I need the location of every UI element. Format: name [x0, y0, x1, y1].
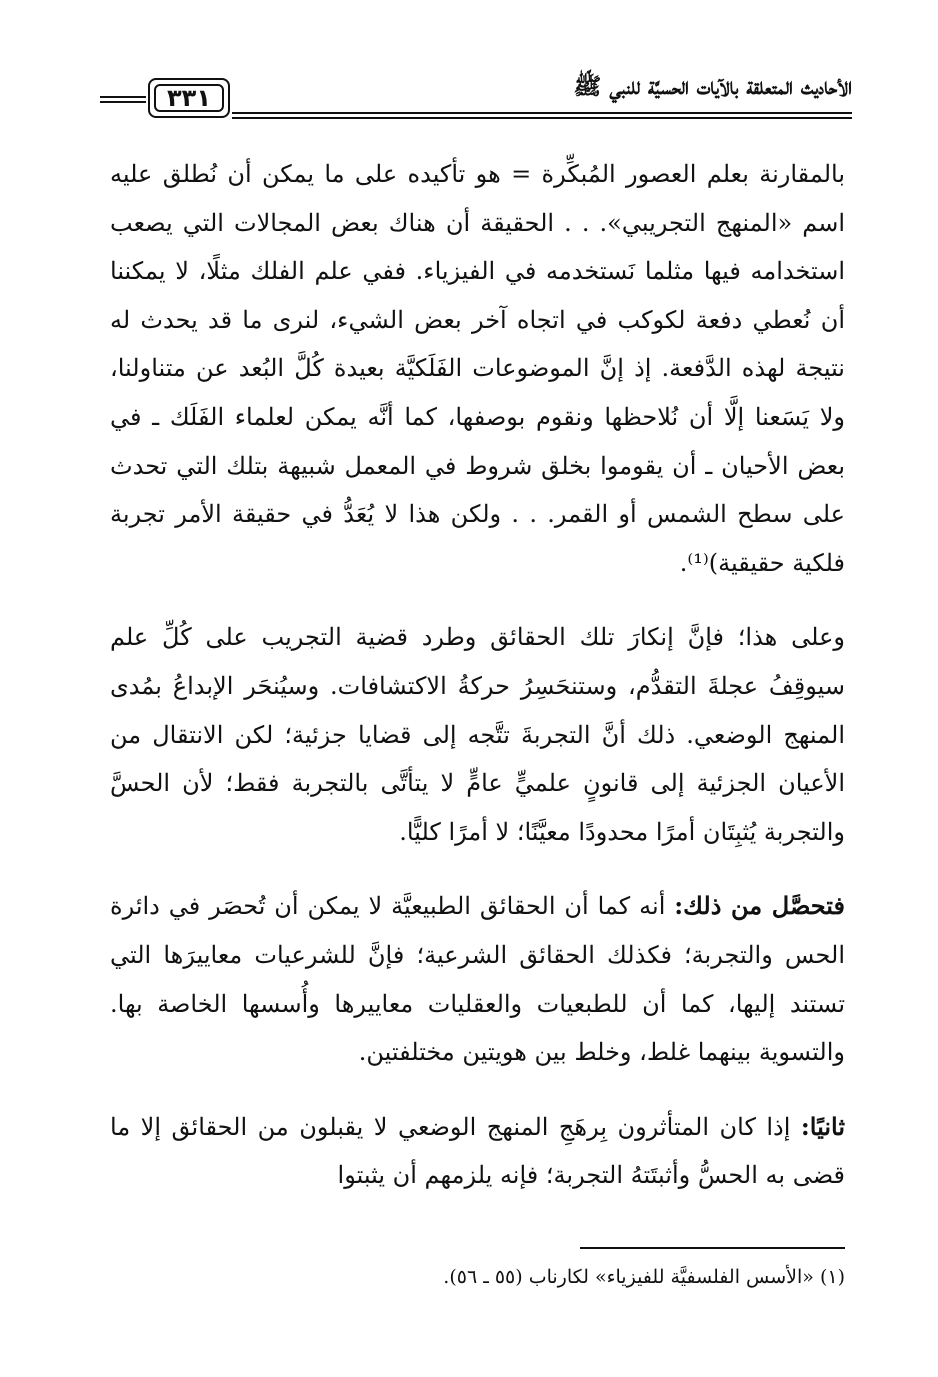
paragraph-text: أنه كما أن الحقائق الطبيعيَّة لا يمكن أن تُحصَر في دائرة الحس والتجربة؛ فكذلك الحقائق الشرعية؛ فإنَّ للشرعيات معاييرَها التي تستند إليها، كما أن للطبعيات والعقليات معاييرها وأُسسها الخاصة بها. والتسوية بينهما غلط، وخلط بين هويتين مختلفتين. [110, 892, 845, 1067]
page-number: ٣٣١ [154, 84, 224, 112]
paragraph-text: بالمقارنة بعلم العصور المُبكِّرة = هو تأكيده على ما يمكن أن نُطلق عليه اسم «المنهج التجريبي». . . الحقيقة أن هناك بعض المجالات التي يصعب استخدامه فيها مثلما نَستخدمه في الفيزياء. ففي علم الفلك مثلًا، لا يمكننا أن نُعطي دفعة لكوكب في اتجاه آخر بعض الشيء، لنرى ما قد يحدث له نتيجة لهذه الدَّفعة. إذ إنَّ الموضوعات الفَلَكيَّة بعيدة كُلَّ البُعد عن متناولنا، ولا يَسَعنا إلَّا أن نُلاحظها ونقوم بوصفها، كما أنَّه يمكن لعلماء الفَلَك ـ في بعض الأحيان ـ أن يقوموا بخلق شروط في المعمل شبيهة بتلك التي تحدث على سطح الشمس أو القمر. . . ولكن هذا لا يُعَدُّ في حقيقة الأمر تجربة فلكية حقيقية)⁽¹⁾. [110, 160, 845, 577]
main-text [110, 150, 845, 1200]
header-rule-right-2 [232, 117, 852, 119]
footnote: (١) «الأسس الفلسفيَّة للفيزياء» لكارناب (٥٥ ـ ٥٦). [443, 1266, 845, 1288]
paragraph [110, 882, 845, 1076]
paragraph-lead: فتحصَّل من ذلك: [674, 891, 845, 921]
paragraph-lead: ثانيًا: [800, 1111, 845, 1141]
header-rule-left [100, 96, 146, 98]
footnote-separator [580, 1247, 845, 1249]
header-rule-right [232, 112, 852, 114]
page-header [100, 72, 852, 132]
paragraph [110, 150, 845, 587]
page-number-box [148, 78, 230, 118]
paragraph [110, 1103, 845, 1200]
paragraph-text: وعلى هذا؛ فإنَّ إنكارَ تلك الحقائق وطرد قضية التجريب على كُلِّ علم سيوقِفُ عجلةَ التقدُّم، وستنحَسِرُ حركةُ الاكتشافات. وسيُنحَر الإبداعُ بمُدى المنهج الوضعي. ذلك أنَّ التجربةَ تتَّجه إلى قضايا جزئية؛ لكن الانتقال من الأعيان الجزئية إلى قانونٍ علميٍّ عامٍّ لا يتأتَّى بالتجربة فقط؛ لأن الحسَّ والتجربة يُثبِتَان أمرًا محدودًا معيَّنًا؛ لا أمرًا كليًّا. [110, 623, 845, 846]
paragraph [110, 613, 845, 856]
header-rule-left-2 [100, 101, 146, 103]
running-title: الأحاديث المتعلقة بالآيات الحسيَّة للنبي ﷺ [573, 73, 852, 100]
paragraph-text: إذا كان المتأثرون بِرهَجِ المنهج الوضعي لا يقبلون من الحقائق إلا ما قضى به الحسُّ وأثبتَتهُ التجربة؛ فإنه يلزمهم أن يثبتوا [110, 1112, 845, 1190]
